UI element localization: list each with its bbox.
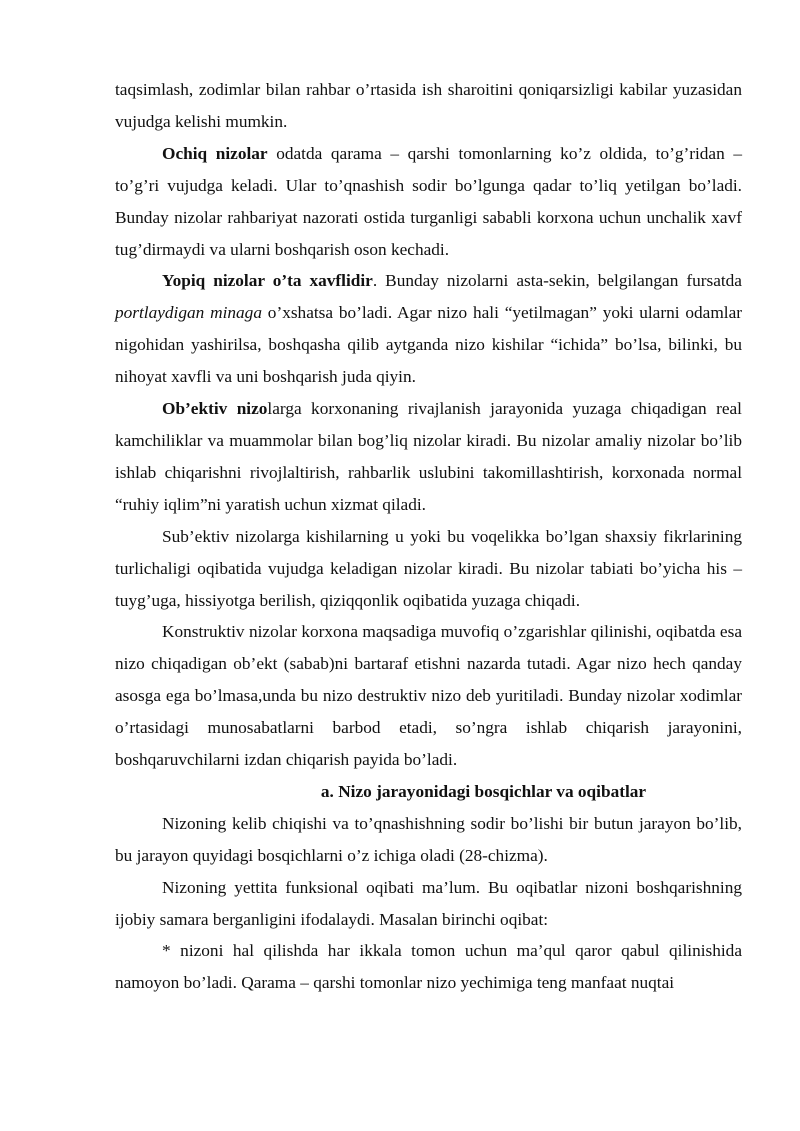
document-page	[115, 74, 742, 999]
term-hidden-conflicts: Yopiq nizolar o’ta xavflidir	[162, 271, 373, 291]
paragraph-subjective-conflicts: Sub’ektiv nizolarga kishilarning u yoki bu voqelikka bo’lgan shaxsiy fikrlarining turlichaligi oqibatida vujudga keladigan nizolar kiradi. Bu nizolar tabiati bo’yicha his – tuyg’uga, hissiyotga berilish, qiziqqonlik oqibatida yuzaga chiqadi.	[115, 526, 742, 610]
paragraph-9: * nizoni hal qilishda har ikkala tomon uchun ma’qul qaror qabul qilinishida namoyon bo’ladi. Qarama – qarshi tomonlar nizo yechimiga teng manfaat nuqtai	[115, 941, 742, 993]
paragraph-constructive-conflicts: Konstruktiv nizolar korxona maqsadiga muvofiq o’zgarishlar qilinishi, oqibatda esa nizo chiqadigan ob’ekt (sabab)ni bartaraf etishni nazarda tutadi. Agar nizo hech qanday asosga ega bo’lmasa,unda bu nizo destruktiv nizo deb yuritiladi. Bunday nizolar xodimlar o’rtasidagi munosabatlarni barbod etadi, so’ngra ishlab chiqarish jarayonini, boshqaruvchilarni izdan chiqarish payida bo’ladi.	[115, 622, 742, 770]
italic-phrase: portlaydigan minaga	[115, 303, 262, 323]
term-objective-conflicts: Ob’ektiv nizo	[162, 399, 268, 419]
term-open-conflicts: Ochiq nizolar	[162, 143, 268, 163]
paragraph-7: Nizoning kelib chiqishi va to’qnashishning sodir bo’lishi bir butun jarayon bo’lib, bu jarayon quyidagi bosqichlarni o’z ichiga oladi (28-chizma).	[115, 813, 742, 865]
section-heading: a. Nizo jarayonidagi bosqichlar va oqibatlar	[320, 781, 647, 801]
paragraph-8: Nizoning yettita funksional oqibati ma’lum. Bu oqibatlar nizoni boshqarishning ijobiy samara berganligini ifodalaydi. Masalan birinchi oqibat:	[115, 877, 742, 929]
paragraph-objective-conflicts	[115, 393, 742, 521]
paragraph-3-text-b: o’xshatsa bo’ladi. Agar nizo hali “yetilmagan” yoki ularni odamlar nigohidan yashirilsa, boshqasha qilib aytganda nizo kishilar “ichida” bo’lsa, bilinki, bu nihoyat xavfli va uni boshqarish juda qiyin.	[115, 303, 743, 387]
paragraph-hidden-conflicts	[115, 265, 742, 393]
paragraph-open-conflicts	[115, 138, 742, 266]
paragraph-2-text: odatda qarama – qarshi tomonlarning ko’z oldida, to’g’ridan – to’g’ri vujudga keladi. Ular to’qnashish sodir bo’lgunga qadar to’liq yetilgan bo’ladi. Bunday nizolar rahbariyat nazorati ostida turganligi sababli korxona uchun unchalik xavf tug’dirmaydi va ularni boshqarish oson kechadi.	[115, 143, 742, 259]
paragraph-4-text: larga korxonaning rivajlanish jarayonida yuzaga chiqadigan real kamchiliklar va muammolar bilan bog’liq nizolar kiradi. Bu nizolar amaliy nizolar bo’lib ishlab chiqarishni rivojlaltirish, rahbarlik uslubini takomillashtirish, korxonada normal “ruhiy iqlim”ni yaratish uchun xizmat qiladi.	[115, 399, 742, 514]
paragraph-3-text-a: . Bunday nizolarni asta-sekin, belgilangan fursatda	[372, 271, 742, 291]
paragraph-1: taqsimlash, zodimlar bilan rahbar o’rtasida ish sharoitini qoniqarsizligi kabilar yuzasidan vujudga kelishi mumkin.	[115, 80, 742, 131]
